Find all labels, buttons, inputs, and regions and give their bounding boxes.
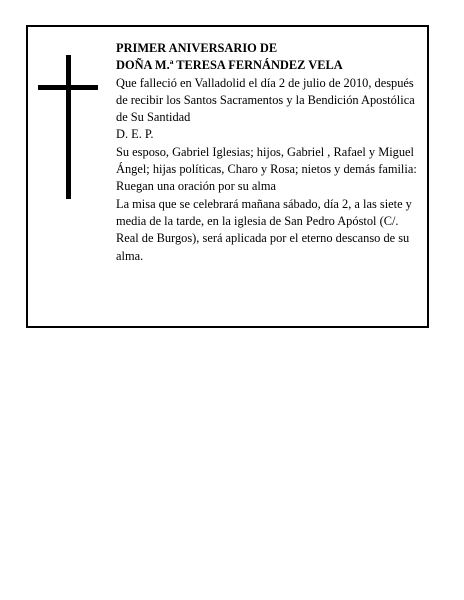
notice-family: Su esposo, Gabriel Iglesias; hijos, Gabriel , Rafael y Miguel Ángel; hijas políticas, Charo y Rosa; nietos y demás familia: bbox=[116, 144, 417, 177]
notice-passing: Que falleció en Valladolid el día 2 de julio de 2010, después de recibir los Santos Sacramentos y la Bendición Apostólica de Su Santidad bbox=[116, 75, 415, 125]
notice-mass: La misa que se celebrará mañana sábado, día 2, a las siete y media de la tarde, en la iglesia de San Pedro Apóstol (C/. Real de Burgos), será aplicada por el eterno descanso de su alma. bbox=[116, 196, 412, 263]
notice-heading-name: DOÑA M.ª TERESA FERNÁNDEZ VELA bbox=[116, 58, 343, 73]
obituary-notice bbox=[26, 25, 429, 328]
notice-request: Ruegan una oración por su alma bbox=[116, 179, 276, 194]
cross-icon bbox=[38, 55, 98, 199]
cross-horizontal-bar bbox=[38, 85, 98, 90]
notice-text bbox=[116, 40, 421, 265]
notice-heading-line1: PRIMER ANIVERSARIO DE bbox=[116, 41, 278, 55]
notice-rip: D. E. P. bbox=[116, 127, 154, 142]
cross-vertical-bar bbox=[66, 55, 71, 199]
